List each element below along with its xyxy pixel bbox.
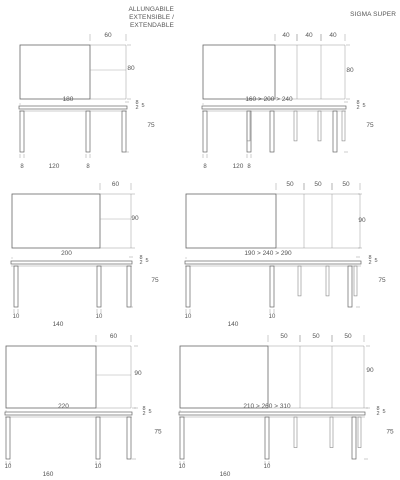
table-leg xyxy=(265,417,269,459)
extension-support xyxy=(326,266,329,296)
leg-width-label: 10 xyxy=(178,464,186,470)
extension-support xyxy=(247,111,250,141)
leg-width-label: 10 xyxy=(263,464,271,470)
table-b-left-group xyxy=(11,181,159,328)
table-a-left-group xyxy=(19,32,155,170)
leg-spacing-label: 160 xyxy=(42,471,54,478)
table-leg xyxy=(96,417,100,459)
height-label: 75 xyxy=(386,428,394,436)
table-top-plan xyxy=(180,346,268,408)
height-label: 75 xyxy=(147,122,155,129)
top-thickness-label: 8 xyxy=(376,406,380,412)
extension-support xyxy=(354,266,357,296)
leg-width-label: 10 xyxy=(94,464,102,470)
depth-label: 90 xyxy=(366,367,374,374)
extension-support xyxy=(342,111,345,141)
table-leg xyxy=(333,111,337,152)
length-label: 160 > 200 > 240 xyxy=(245,96,293,103)
leg-width-label: 10 xyxy=(12,314,20,320)
depth-label: 90 xyxy=(131,215,139,222)
extension-length-label: 50 xyxy=(312,333,320,340)
top-thickness-label: 5 xyxy=(362,103,366,109)
extension-support xyxy=(294,417,297,448)
table-top-plan xyxy=(203,45,275,99)
leg-width-label: 10 xyxy=(95,314,103,320)
table-top-elevation xyxy=(202,106,346,109)
header-title-line1: ALLUNGABILE xyxy=(128,6,174,13)
table-leg xyxy=(86,111,90,152)
extension-length-label: 60 xyxy=(111,181,120,188)
depth-label: 80 xyxy=(127,65,135,72)
table-c-left-group xyxy=(5,333,162,478)
model-name: SIGMA SUPER xyxy=(350,11,396,18)
table-leg xyxy=(270,111,274,152)
depth-label: 90 xyxy=(358,217,366,224)
depth-label: 90 xyxy=(134,370,142,377)
top-thickness-label: 5 xyxy=(141,103,145,109)
table-leg xyxy=(203,111,207,152)
leg-spacing-label: 140 xyxy=(227,321,239,328)
extension-length-label: 50 xyxy=(344,333,352,340)
table-c-right-group xyxy=(179,333,394,478)
length-label: 210 > 260 > 310 xyxy=(243,403,291,410)
leg-width-label: 10 xyxy=(4,464,12,470)
extension-length-label: 60 xyxy=(109,333,118,340)
table-leg xyxy=(6,417,10,459)
top-thickness-label: 8 xyxy=(356,100,360,106)
top-thickness-label: 2 xyxy=(139,260,143,266)
height-label: 75 xyxy=(151,277,159,284)
top-thickness-label: 2 xyxy=(368,260,372,266)
table-top-elevation xyxy=(19,106,127,109)
extension-length-label: 50 xyxy=(286,181,294,188)
table-leg xyxy=(127,417,131,459)
table-top-plan xyxy=(186,194,276,248)
leg-width-label: 8 xyxy=(20,164,24,170)
leg-width-label: 10 xyxy=(184,314,192,320)
top-thickness-label: 5 xyxy=(382,409,386,415)
table-leg xyxy=(20,111,24,152)
length-label: 200 xyxy=(61,250,72,257)
table-top-plan xyxy=(12,194,100,248)
top-thickness-label: 5 xyxy=(148,409,152,415)
extension-length-label: 60 xyxy=(104,32,112,39)
table-leg xyxy=(180,417,184,459)
leg-width-label: 8 xyxy=(86,164,90,170)
table-leg xyxy=(352,417,356,459)
table-top-elevation xyxy=(11,261,132,264)
top-thickness-label: 8 xyxy=(139,255,143,261)
top-thickness-label: 2 xyxy=(135,105,139,111)
extension-length-label: 50 xyxy=(280,333,288,340)
table-top-elevation xyxy=(185,261,361,264)
height-label: 75 xyxy=(154,428,162,436)
leg-width-label: 10 xyxy=(268,314,276,320)
top-thickness-label: 8 xyxy=(142,406,146,412)
extension-length-label: 40 xyxy=(305,32,313,39)
extension-length-label: 40 xyxy=(282,32,290,39)
top-thickness-label: 8 xyxy=(368,255,372,261)
extension-support xyxy=(330,417,333,448)
length-label: 180 xyxy=(62,96,74,103)
depth-label: 80 xyxy=(346,67,354,74)
top-thickness-label: 2 xyxy=(356,105,360,111)
table-leg xyxy=(270,266,274,307)
top-thickness-label: 2 xyxy=(142,411,146,417)
extension-length-label: 50 xyxy=(314,181,322,188)
leg-spacing-label: 160 xyxy=(219,471,231,478)
table-leg xyxy=(348,266,352,307)
length-label: 220 xyxy=(58,403,69,410)
extension-support xyxy=(298,266,301,296)
table-top-elevation xyxy=(179,412,365,415)
height-label: 75 xyxy=(366,122,374,129)
table-top-plan xyxy=(20,45,90,99)
extension-support xyxy=(294,111,297,141)
table-leg xyxy=(186,266,190,307)
extension-length-label: 50 xyxy=(342,181,350,188)
extension-support xyxy=(318,111,321,141)
leg-width-label: 8 xyxy=(247,164,251,170)
leg-spacing-label: 120 xyxy=(48,163,60,170)
table-leg xyxy=(97,266,101,307)
top-thickness-label: 8 xyxy=(135,100,139,106)
table-b-right-group xyxy=(185,181,386,328)
top-thickness-label: 2 xyxy=(376,411,380,417)
height-label: 75 xyxy=(378,277,386,284)
top-thickness-label: 5 xyxy=(374,258,378,264)
header-title-line2: EXTENSIBLE / EXTENDABLE xyxy=(129,14,174,29)
table-a-right-group xyxy=(202,32,374,170)
table-leg xyxy=(122,111,126,152)
leg-spacing-label: 120 xyxy=(232,163,244,170)
length-label: 190 > 240 > 290 xyxy=(244,250,292,257)
table-leg xyxy=(127,266,131,307)
extension-support xyxy=(358,417,361,448)
table-top-plan xyxy=(6,346,96,408)
table-leg xyxy=(14,266,18,307)
table-leg xyxy=(247,111,251,152)
leg-spacing-label: 140 xyxy=(52,321,64,328)
extension-length-label: 40 xyxy=(329,32,337,39)
top-thickness-label: 5 xyxy=(145,258,149,264)
table-top-elevation xyxy=(5,412,132,415)
leg-width-label: 8 xyxy=(203,164,207,170)
